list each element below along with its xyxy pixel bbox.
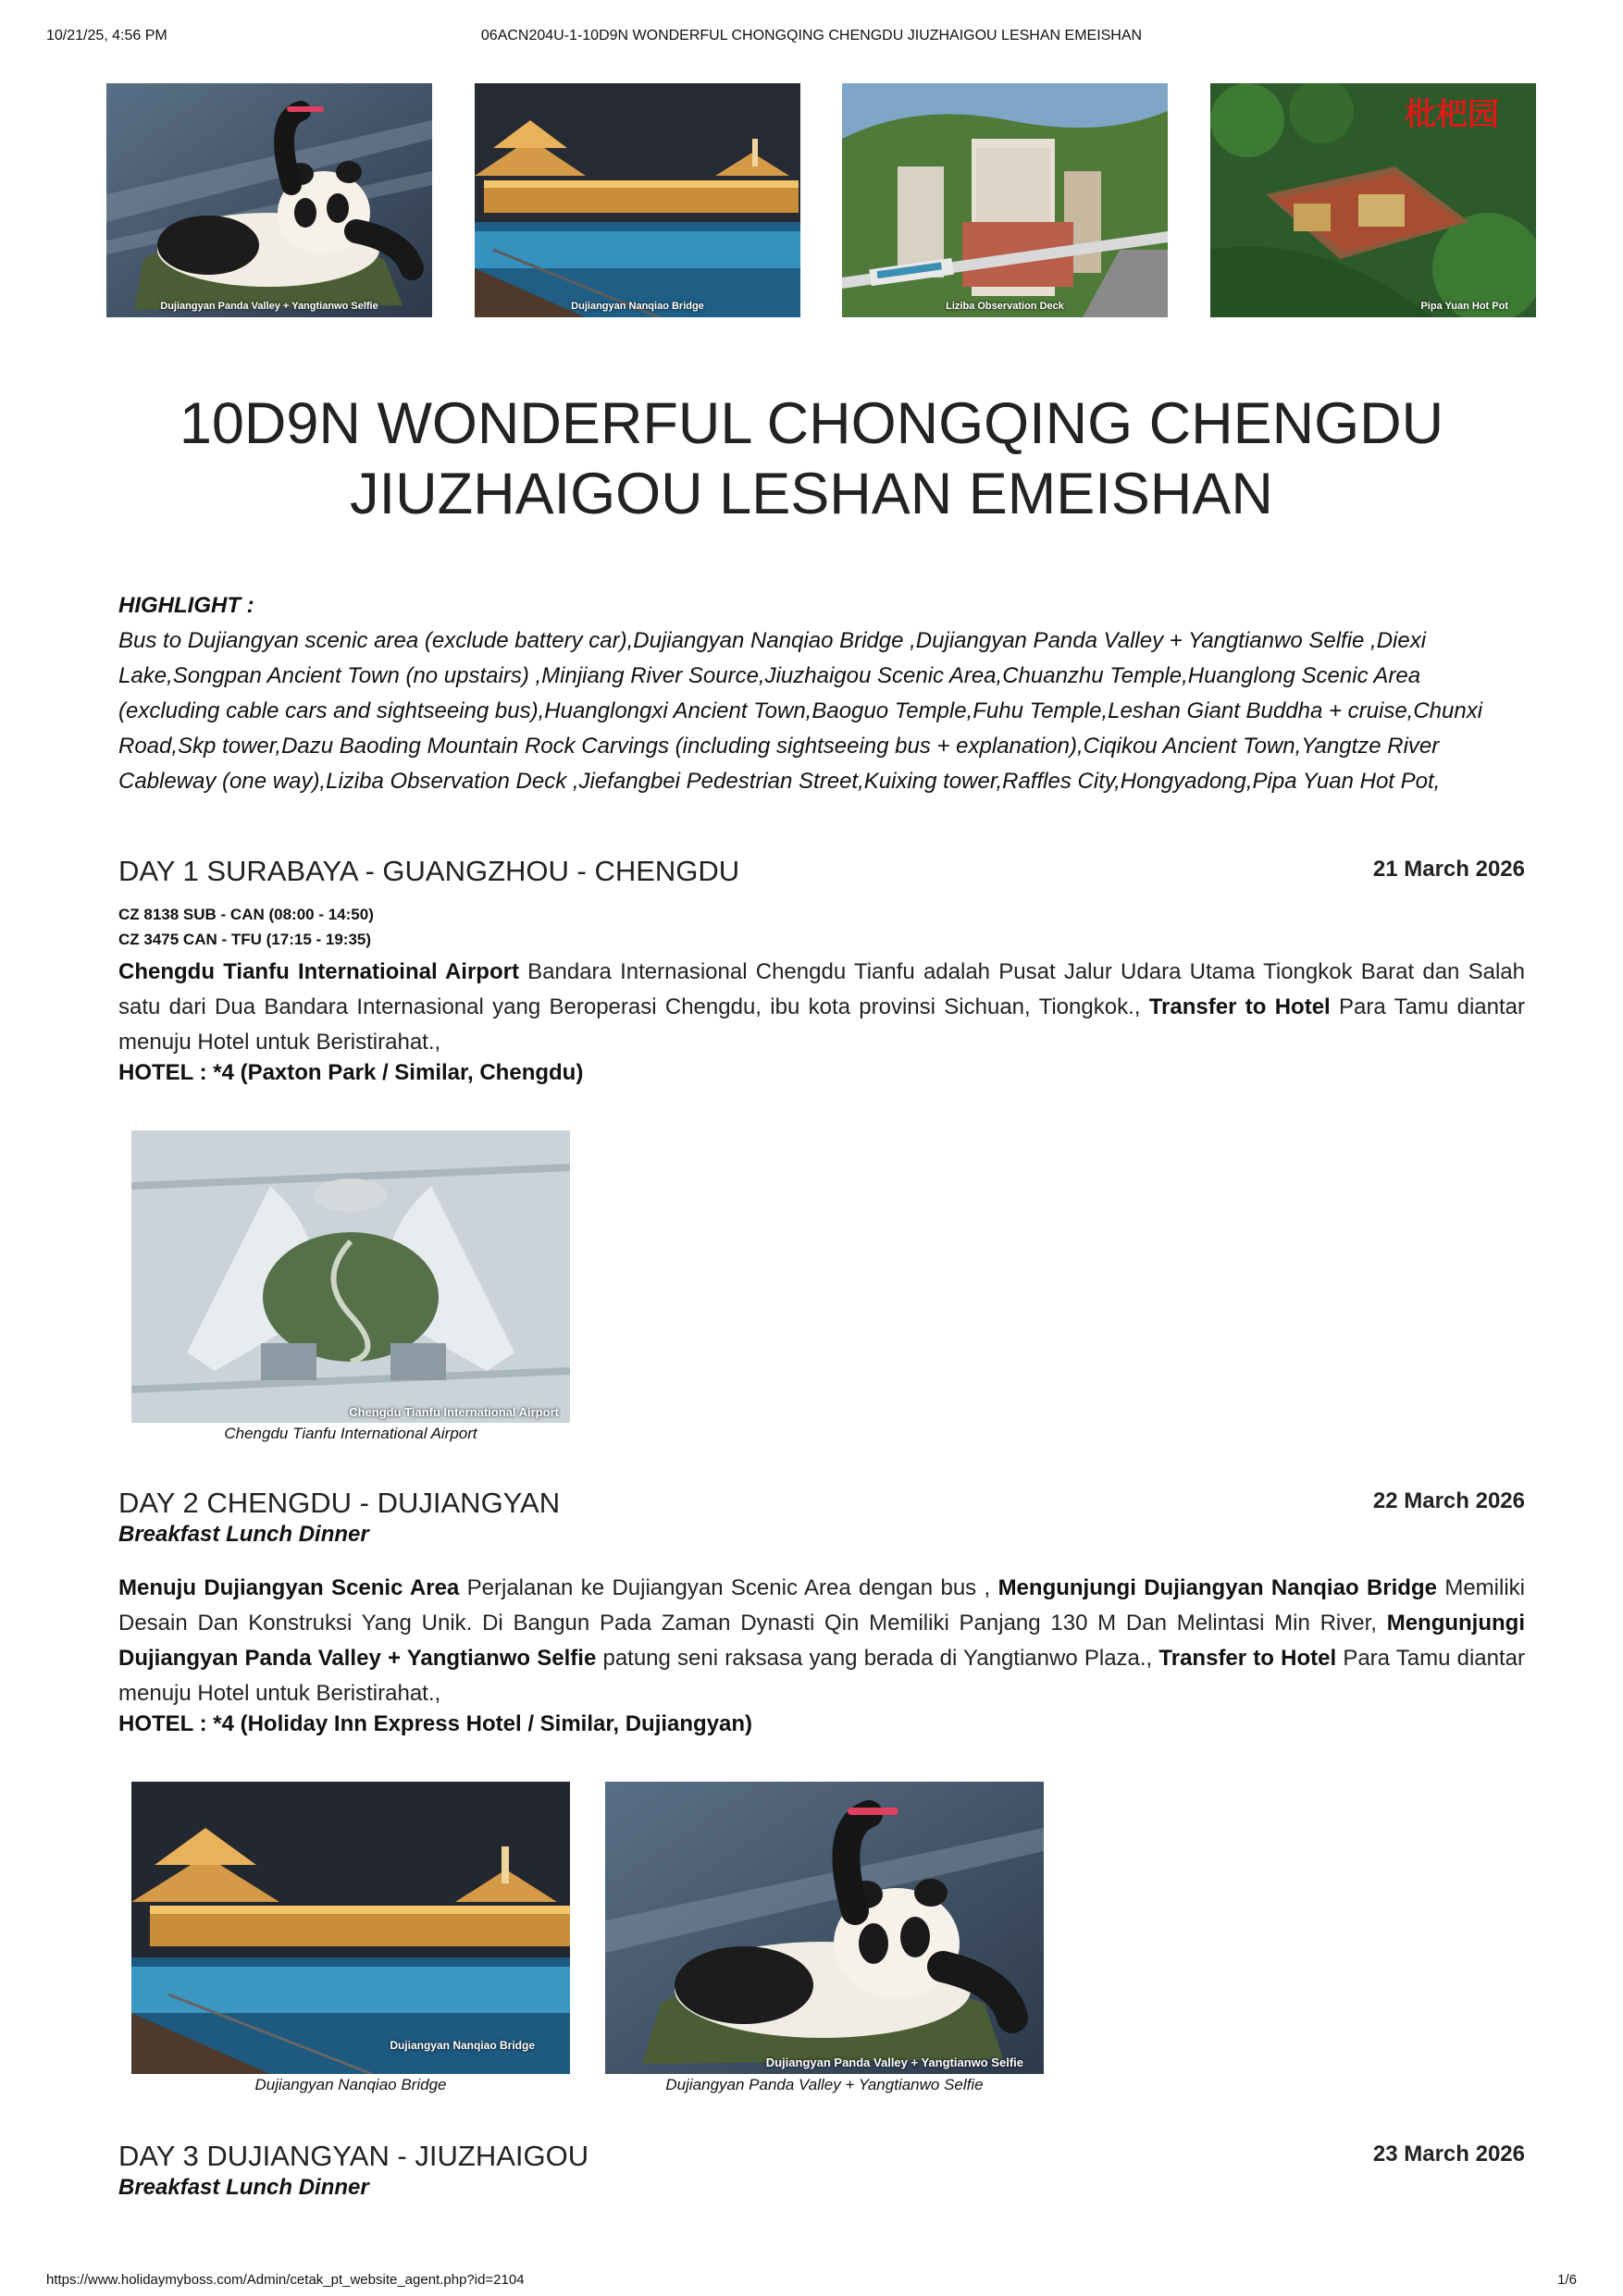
print-footer: [46, 2272, 1577, 2294]
highlight-section: [118, 588, 1525, 799]
day-2-image-2-overlay: Dujiangyan Panda Valley + Yangtianwo Selfie: [765, 2055, 1023, 2069]
day-2-image-2-caption: Dujiangyan Panda Valley + Yangtianwo Selfie: [665, 2076, 984, 2093]
day-3-title: DAY 3 DUJIANGYAN - JIUZHAIGOU: [118, 2140, 589, 2172]
day-3-header: [118, 2140, 1525, 2177]
day-1-image-airport: [131, 1130, 570, 1423]
day-1-b2: Transfer to Hotel: [1148, 994, 1331, 1019]
day-2-hotel: HOTEL : *4 (Holiday Inn Express Hotel / Similar, Dujiangyan): [118, 1711, 753, 1736]
day-3-meals: Breakfast Lunch Dinner: [118, 2175, 369, 2200]
day-2-meals: Breakfast Lunch Dinner: [118, 1522, 369, 1547]
gallery-image-liziba: [842, 83, 1168, 317]
day-2-title: DAY 2 CHENGDU - DUJIANGYAN: [118, 1487, 561, 1519]
highlight-text: Bus to Dujiangyan scenic area (exclude battery car),Dujiangyan Nanqiao Bridge ,Dujiangyan Panda Valley + Yangtianwo Selfie ,Diexi Lake,Songpan Ancient Town (no upstairs) ,Minjiang River Source,Jiuzhaigou Scenic Area,Chuanzhu Temple,Huanglong Scenic Area (excluding cable cars and sightseeing bus),Huanglongxi Ancient Town,Baoguo Temple,Fuhu Temple,Leshan Giant Buddha + cruise,Chunxi Road,Skp tower,Dazu Baoding Mountain Rock Carvings (including sightseeing bus + explanation),Ciqikou Ancient Town,Yangtze River Cableway (one way),Liziba Observation Deck ,Jiefangbei Pedestrian Street,Kuixing tower,Raffles City,Hongyadong,Pipa Yuan Hot Pot,: [118, 628, 1483, 794]
day-1-date: 21 March 2026: [1372, 857, 1525, 882]
print-url: https://www.holidaymyboss.com/Admin/cetak_pt_website_agent.php?id=2104: [46, 2272, 525, 2288]
gallery-caption: Dujiangyan Nanqiao Bridge: [571, 301, 704, 312]
print-timestamp: 10/21/25, 4:56 PM: [46, 28, 167, 43]
gallery-image-panda: [106, 83, 432, 317]
gallery-caption: Dujiangyan Panda Valley + Yangtianwo Selfie: [160, 301, 378, 312]
pipa-yuan-sign: 枇杷园: [1405, 96, 1499, 133]
day-2-description: Menuju Dujiangyan Scenic Area Perjalanan ke Dujiangyan Scenic Area dengan bus , Mengunjungi Dujiangyan Nanqiao Bridge Memiliki Desain Dan Konstruksi Yang Unik. Di Bangun Pada Zaman Dynasti Qin Memiliki Panjang 130 M Dan Melintasi Min River, Mengunjungi Dujiangyan Panda Valley + Yangtianwo Selfie patung seni raksasa yang berada di Yangtianwo Plaza., Transfer to Hotel Para Tamu diantar menuju Hotel untuk Beristirahat.,: [118, 1575, 1526, 1706]
day-1-description: Chengdu Tianfu Internatioinal Airport Bandara Internasional Chengdu Tianfu adalah Pusat Jalur Udara Utama Tiongkok Barat dan Salah satu dari Dua Bandara Internasional yang Beroperasi Chengdu, ibu kota provinsi Sichuan, Tiongkok., Transfer to Hotel Para Tamu diantar menuju Hotel untuk Beristirahat.,: [118, 959, 1525, 1055]
gallery-image-bridge: [475, 83, 800, 317]
page-title: [93, 389, 1530, 529]
day-2-image-panda: [605, 1782, 1044, 2074]
title-line-1: 10D9N WONDERFUL CHONGQING CHENGDU: [179, 391, 1444, 456]
day-2-image-bridge: [131, 1782, 570, 2074]
day-1-header: [118, 855, 1525, 892]
day-1-b1: Chengdu Tianfu Internatioinal Airport: [118, 959, 519, 984]
day-2-header: [118, 1487, 1525, 1524]
day-1-flight-2: CZ 3475 CAN - TFU (17:15 - 19:35): [118, 931, 372, 948]
day-1-image-overlay: Chengdu Tianfu International Airport: [349, 1405, 559, 1419]
highlight-label: HIGHLIGHT :: [118, 593, 254, 618]
day-1-image-caption: Chengdu Tianfu International Airport: [224, 1425, 477, 1442]
day-2-date: 22 March 2026: [1372, 1488, 1525, 1513]
day-1-title: DAY 1 SURABAYA - GUANGZHOU - CHENGDU: [118, 855, 740, 887]
title-line-2: JIUZHAIGOU LESHAN EMEISHAN: [350, 462, 1273, 526]
day-1-flight-1: CZ 8138 SUB - CAN (08:00 - 14:50): [118, 906, 374, 923]
gallery-caption: Pipa Yuan Hot Pot: [1420, 301, 1508, 312]
print-header: [46, 28, 1577, 50]
day-3-date: 23 March 2026: [1372, 2142, 1525, 2166]
print-doc-title: 06ACN204U-1-10D9N WONDERFUL CHONGQING CHENGDU JIUZHAIGOU LESHAN EMEISHAN: [480, 28, 1143, 43]
day-1-hotel: HOTEL : *4 (Paxton Park / Similar, Chengdu): [118, 1060, 584, 1085]
day-2-image-1-caption: Dujiangyan Nanqiao Bridge: [254, 2076, 447, 2093]
gallery-image-pipa-yuan: [1210, 83, 1536, 317]
page-number: 1/6: [1557, 2272, 1577, 2288]
day-2-image-1-overlay: Dujiangyan Nanqiao Bridge: [390, 2039, 535, 2052]
gallery-caption: Liziba Observation Deck: [946, 301, 1064, 312]
